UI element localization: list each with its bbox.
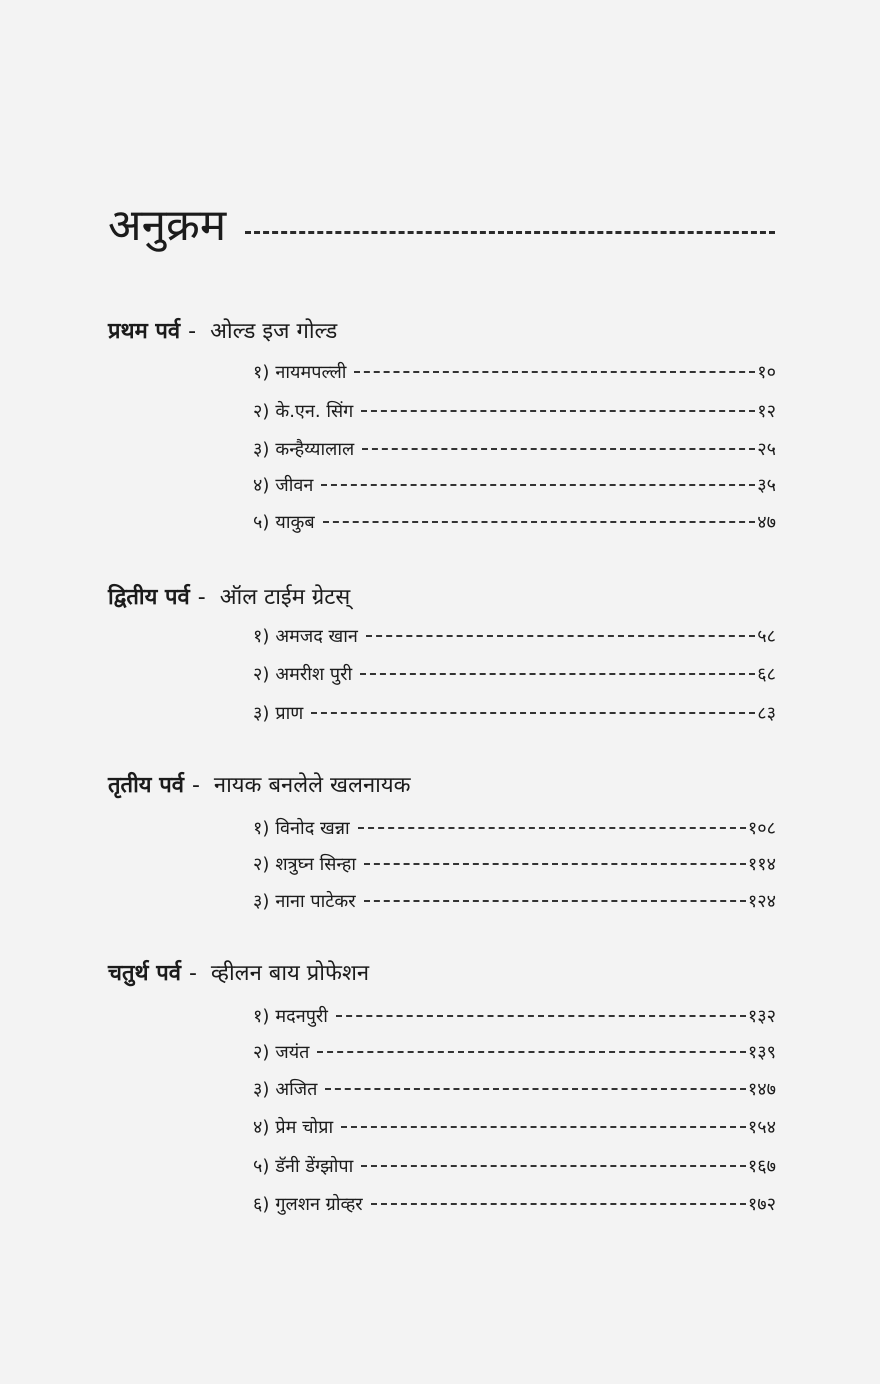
part-separator: - [191,773,200,798]
toc-entry[interactable] [253,1036,776,1068]
dot-leader [361,1165,746,1167]
toc-entry[interactable] [253,697,776,729]
entry-page: ६८ [757,664,776,685]
part-label: तृतीय पर्व [108,773,184,798]
entry-title: प्राण [275,703,304,724]
toc-entry[interactable] [253,848,776,880]
part-separator: - [197,585,206,610]
dot-leader [325,1088,745,1090]
dot-leader [341,1126,746,1128]
toc-entry[interactable] [253,658,776,690]
part-subtitle: ओल्ड इज गोल्ड [210,319,338,344]
entry-title: याकुब [275,512,315,533]
entry-title: प्रेम चोप्रा [275,1117,334,1138]
entry-title: विनोद खन्ना [275,818,350,839]
part-subtitle: व्हीलन बाय प्रोफेशन [210,961,370,986]
dot-leader [371,1203,746,1205]
toc-entry[interactable] [253,885,776,917]
entry-page: १३२ [747,1006,776,1027]
entry-page: १० [757,362,776,383]
entry-page: २५ [757,439,776,460]
part-label: द्वितीय पर्व [108,585,190,610]
toc-entry[interactable] [253,1073,776,1105]
toc-entry[interactable] [253,1150,776,1182]
entry-number: ४) [253,1117,270,1138]
toc-entry[interactable] [253,506,776,538]
dot-leader [364,900,746,902]
entry-title: नाना पाटेकर [275,891,356,912]
dot-leader [317,1051,745,1053]
entry-number: ४) [253,475,270,496]
entry-title: के.एन. सिंग [275,401,354,422]
entry-title: नायमपल्ली [275,362,347,383]
entry-number: २) [253,664,270,685]
entry-number: ५) [253,1156,270,1177]
toc-entry[interactable] [253,356,776,388]
dot-leader [321,484,755,486]
entry-number: १) [253,626,270,647]
entry-page: ११४ [747,854,776,875]
section-heading [108,314,337,350]
entry-page: १०८ [747,818,776,839]
toc-entry[interactable] [253,395,776,427]
entry-title: जयंत [275,1042,310,1063]
entry-page: ५८ [757,626,776,647]
entry-title: अमजद खान [275,626,358,647]
entry-number: ३) [253,439,270,460]
toc-entry[interactable] [253,433,776,465]
entry-page: ३५ [757,475,776,496]
dot-leader [354,371,755,373]
dot-leader [362,448,755,450]
entry-page: ४७ [757,512,776,533]
entry-number: ५) [253,512,270,533]
entry-number: २) [253,401,270,422]
entry-page: १२ [757,401,776,422]
dot-leader [364,863,746,865]
entry-title: शत्रुघ्न सिन्हा [275,854,357,875]
entry-title: कन्हैय्यालाल [275,439,355,460]
entry-number: १) [253,818,270,839]
page-title: अनुक्रम [108,200,227,251]
entry-number: ६) [253,1194,270,1215]
entry-number: ३) [253,703,270,724]
dot-leader [311,712,755,714]
title-dashed-rule [245,231,775,234]
part-subtitle: नायक बनलेले खलनायक [213,773,411,798]
part-subtitle: ऑल टाईम ग्रेटस् [219,585,351,610]
dot-leader [358,827,746,829]
dot-leader [336,1015,746,1017]
toc-entry[interactable] [253,469,776,501]
entry-number: ३) [253,1079,270,1100]
dot-leader [323,521,756,523]
entry-page: १७२ [747,1194,776,1215]
entry-title: अमरीश पुरी [275,664,353,685]
toc-entry[interactable] [253,620,776,652]
toc-entry[interactable] [253,812,776,844]
entry-title: अजित [275,1079,318,1100]
part-label: चतुर्थ पर्व [108,961,181,986]
entry-page: १२४ [747,891,776,912]
entry-number: २) [253,854,270,875]
section-heading [108,956,369,992]
toc-entry[interactable] [253,1188,776,1220]
dot-leader [366,635,755,637]
entry-page: १६७ [747,1156,776,1177]
toc-entry[interactable] [253,1000,776,1032]
entry-number: १) [253,362,270,383]
part-separator: - [188,319,197,344]
entry-number: ३) [253,891,270,912]
entry-number: २) [253,1042,270,1063]
section-heading [108,580,350,616]
toc-entry[interactable] [253,1111,776,1143]
entry-title: गुलशन ग्रोव्हर [275,1194,363,1215]
entry-page: १३९ [747,1042,776,1063]
section-heading [108,768,411,804]
entry-page: ८३ [757,703,776,724]
entry-title: डॅनी डेंग्झोपा [275,1156,354,1177]
part-label: प्रथम पर्व [108,319,181,344]
dot-leader [361,410,755,412]
entry-title: जीवन [275,475,314,496]
dot-leader [360,673,755,675]
entry-title: मदनपुरी [275,1006,328,1027]
entry-page: १५४ [747,1117,776,1138]
entry-number: १) [253,1006,270,1027]
part-separator: - [188,961,197,986]
entry-page: १४७ [747,1079,776,1100]
